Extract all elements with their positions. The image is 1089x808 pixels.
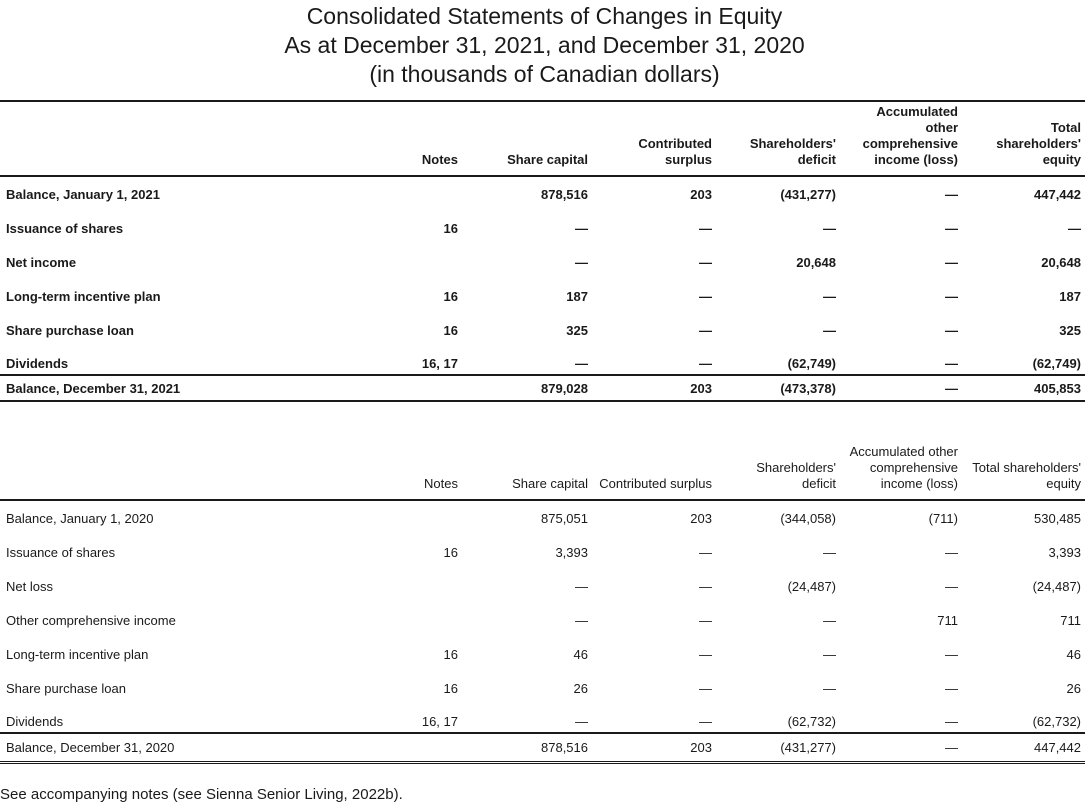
cell-shareholders-deficit: 20,648	[796, 254, 836, 270]
cell-contributed-surplus: —	[699, 254, 712, 270]
cell-contributed-surplus: 203	[592, 375, 716, 401]
title-line-2: As at December 31, 2021, and December 31, 2020	[284, 32, 805, 58]
header-contributed-surplus: Contributed surplus	[592, 101, 716, 176]
cell-aoci: —	[945, 288, 958, 304]
row-label: Share purchase loan	[6, 680, 126, 696]
cell-shareholders-deficit: (62,732)	[787, 714, 836, 729]
header-label	[0, 101, 372, 176]
cell-contributed-surplus: —	[699, 612, 712, 628]
row-label: Balance, December 31, 2020	[0, 733, 372, 763]
cell-aoci: —	[840, 733, 962, 763]
cell-share-capital: —	[575, 714, 588, 729]
cell-share-capital: —	[575, 220, 588, 236]
table-body-2021	[0, 176, 1085, 401]
cell-aoci: —	[945, 220, 958, 236]
cell-share-capital: 26	[573, 680, 588, 696]
cell-total-equity: 447,442	[962, 733, 1085, 763]
row-notes: 16	[443, 544, 458, 560]
cell-aoci: —	[945, 356, 958, 371]
cell-shareholders-deficit: —	[823, 544, 836, 560]
cell-share-capital: —	[575, 578, 588, 594]
cell-total-equity: 405,853	[962, 375, 1085, 401]
table-row	[0, 603, 1085, 637]
cell-share-capital: —	[575, 356, 588, 371]
cell-contributed-surplus: 203	[592, 733, 716, 763]
table-header-2020	[0, 425, 1085, 500]
table-row	[0, 671, 1085, 705]
equity-table-2021	[0, 100, 1085, 402]
statement-title	[0, 2, 1089, 89]
cell-contributed-surplus: —	[699, 578, 712, 594]
cell-aoci: —	[945, 254, 958, 270]
cell-share-capital: —	[575, 612, 588, 628]
cell-aoci: (711)	[928, 510, 958, 526]
cell-contributed-surplus: —	[699, 714, 712, 729]
cell-total-equity: (24,487)	[1032, 578, 1081, 594]
cell-contributed-surplus: —	[699, 544, 712, 560]
table-row	[0, 500, 1085, 535]
table-row	[0, 637, 1085, 671]
cell-shareholders-deficit: —	[823, 680, 836, 696]
cell-aoci: —	[945, 544, 958, 560]
header-share-capital: Share capital	[492, 425, 592, 500]
row-label: Other comprehensive income	[6, 612, 176, 628]
row-notes: 16	[443, 288, 458, 304]
cell-contributed-surplus: 203	[690, 186, 712, 202]
row-notes	[372, 500, 492, 535]
total-row	[0, 733, 1085, 763]
cell-contributed-surplus: —	[699, 680, 712, 696]
row-label: Balance, January 1, 2020	[6, 510, 154, 526]
row-notes	[372, 569, 492, 603]
cell-shareholders-deficit: —	[823, 646, 836, 662]
cell-aoci: —	[945, 714, 958, 729]
cell-aoci: —	[945, 322, 958, 338]
cell-contributed-surplus: —	[699, 322, 712, 338]
header-share-capital: Share capital	[492, 101, 592, 176]
row-label: Issuance of shares	[6, 544, 116, 560]
row-label: Issuance of shares	[6, 220, 124, 236]
row-notes	[372, 733, 492, 763]
row-notes: 16	[443, 220, 458, 236]
cell-shareholders-deficit: —	[823, 322, 836, 338]
cell-contributed-surplus: —	[699, 646, 712, 662]
cell-aoci: —	[945, 186, 958, 202]
row-notes: 16, 17	[421, 356, 458, 371]
cell-total-equity: (62,732)	[1032, 714, 1081, 729]
title-line-1: Consolidated Statements of Changes in Equity	[306, 3, 783, 29]
row-notes: 16	[443, 680, 458, 696]
header-aoci: Accumulated other comprehensive income (loss)	[840, 101, 962, 176]
cell-total-equity: 46	[1066, 646, 1081, 662]
row-notes: 16, 17	[421, 714, 458, 729]
header-notes: Notes	[372, 101, 492, 176]
row-notes	[372, 245, 492, 279]
cell-aoci: —	[840, 375, 962, 401]
table-row	[0, 535, 1085, 569]
row-label: Share purchase loan	[6, 322, 134, 338]
table-row	[0, 279, 1085, 313]
cell-share-capital: 3,393	[555, 544, 588, 560]
cell-aoci: —	[945, 680, 958, 696]
cell-total-equity: 26	[1066, 680, 1081, 696]
table-row	[0, 313, 1085, 347]
header-total-equity: Total shareholders' equity	[962, 101, 1085, 176]
cell-shareholders-deficit: (344,058)	[780, 510, 836, 526]
cell-total-equity: 20,648	[1041, 254, 1081, 270]
cell-total-equity: —	[1068, 220, 1081, 236]
table-row	[0, 569, 1085, 603]
row-label: Long-term incentive plan	[6, 288, 161, 304]
row-notes	[372, 176, 492, 211]
header-contributed-surplus: Contributed surplus	[592, 425, 716, 500]
cell-aoci: —	[945, 578, 958, 594]
row-label: Balance, January 1, 2021	[6, 186, 160, 202]
row-label: Dividends	[6, 714, 64, 729]
cell-shareholders-deficit: —	[823, 220, 836, 236]
cell-shareholders-deficit: —	[823, 612, 836, 628]
row-label: Net loss	[6, 578, 53, 594]
row-notes	[372, 603, 492, 637]
row-label: Long-term incentive plan	[6, 646, 149, 662]
table-row	[0, 211, 1085, 245]
cell-contributed-surplus: 203	[690, 510, 712, 526]
cell-share-capital: 879,028	[492, 375, 592, 401]
cell-contributed-surplus: —	[699, 220, 712, 236]
cell-share-capital: 46	[573, 646, 588, 662]
cell-total-equity: (62,749)	[1032, 356, 1081, 371]
header-label	[0, 425, 372, 500]
table-body-2020	[0, 500, 1085, 763]
cell-aoci: —	[945, 646, 958, 662]
table-row	[0, 245, 1085, 279]
cell-contributed-surplus: —	[699, 356, 712, 371]
cell-share-capital: 878,516	[492, 733, 592, 763]
header-aoci: Accumulated other comprehensive income (loss)	[840, 425, 962, 500]
cell-shareholders-deficit: (24,487)	[787, 578, 836, 594]
cell-aoci: 711	[937, 612, 958, 628]
cell-total-equity: 187	[1059, 288, 1081, 304]
cell-shareholders-deficit: (473,378)	[716, 375, 840, 401]
cell-total-equity: 711	[1060, 612, 1081, 628]
table-header-2021	[0, 101, 1085, 176]
row-label: Net income	[6, 254, 77, 270]
table-row	[0, 347, 1085, 375]
cell-share-capital: 875,051	[541, 510, 588, 526]
cell-shareholders-deficit: (431,277)	[780, 186, 836, 202]
footnote: See accompanying notes (see Sienna Senior Living, 2022b).	[0, 786, 403, 803]
cell-share-capital: —	[575, 254, 588, 270]
header-shareholders-deficit: Shareholders' deficit	[716, 101, 840, 176]
cell-share-capital: 878,516	[541, 186, 588, 202]
header-total-equity: Total shareholders' equity	[962, 425, 1085, 500]
row-label: Balance, December 31, 2021	[0, 375, 372, 401]
equity-table-2020	[0, 425, 1085, 764]
cell-share-capital: 325	[566, 322, 588, 338]
header-shareholders-deficit: Shareholders' deficit	[716, 425, 840, 500]
cell-total-equity: 447,442	[1034, 186, 1081, 202]
header-notes: Notes	[372, 425, 492, 500]
table-row	[0, 176, 1085, 211]
cell-shareholders-deficit: —	[823, 288, 836, 304]
cell-total-equity: 3,393	[1048, 544, 1081, 560]
row-notes: 16	[443, 322, 458, 338]
title-line-3: (in thousands of Canadian dollars)	[369, 61, 720, 87]
cell-shareholders-deficit: (431,277)	[716, 733, 840, 763]
row-notes	[372, 375, 492, 401]
cell-share-capital: 187	[566, 288, 588, 304]
cell-contributed-surplus: —	[699, 288, 712, 304]
cell-total-equity: 325	[1059, 322, 1081, 338]
cell-shareholders-deficit: (62,749)	[787, 356, 836, 371]
cell-total-equity: 530,485	[1034, 510, 1081, 526]
total-row	[0, 375, 1085, 401]
row-label: Dividends	[6, 356, 69, 371]
row-notes: 16	[443, 646, 458, 662]
table-row	[0, 705, 1085, 733]
